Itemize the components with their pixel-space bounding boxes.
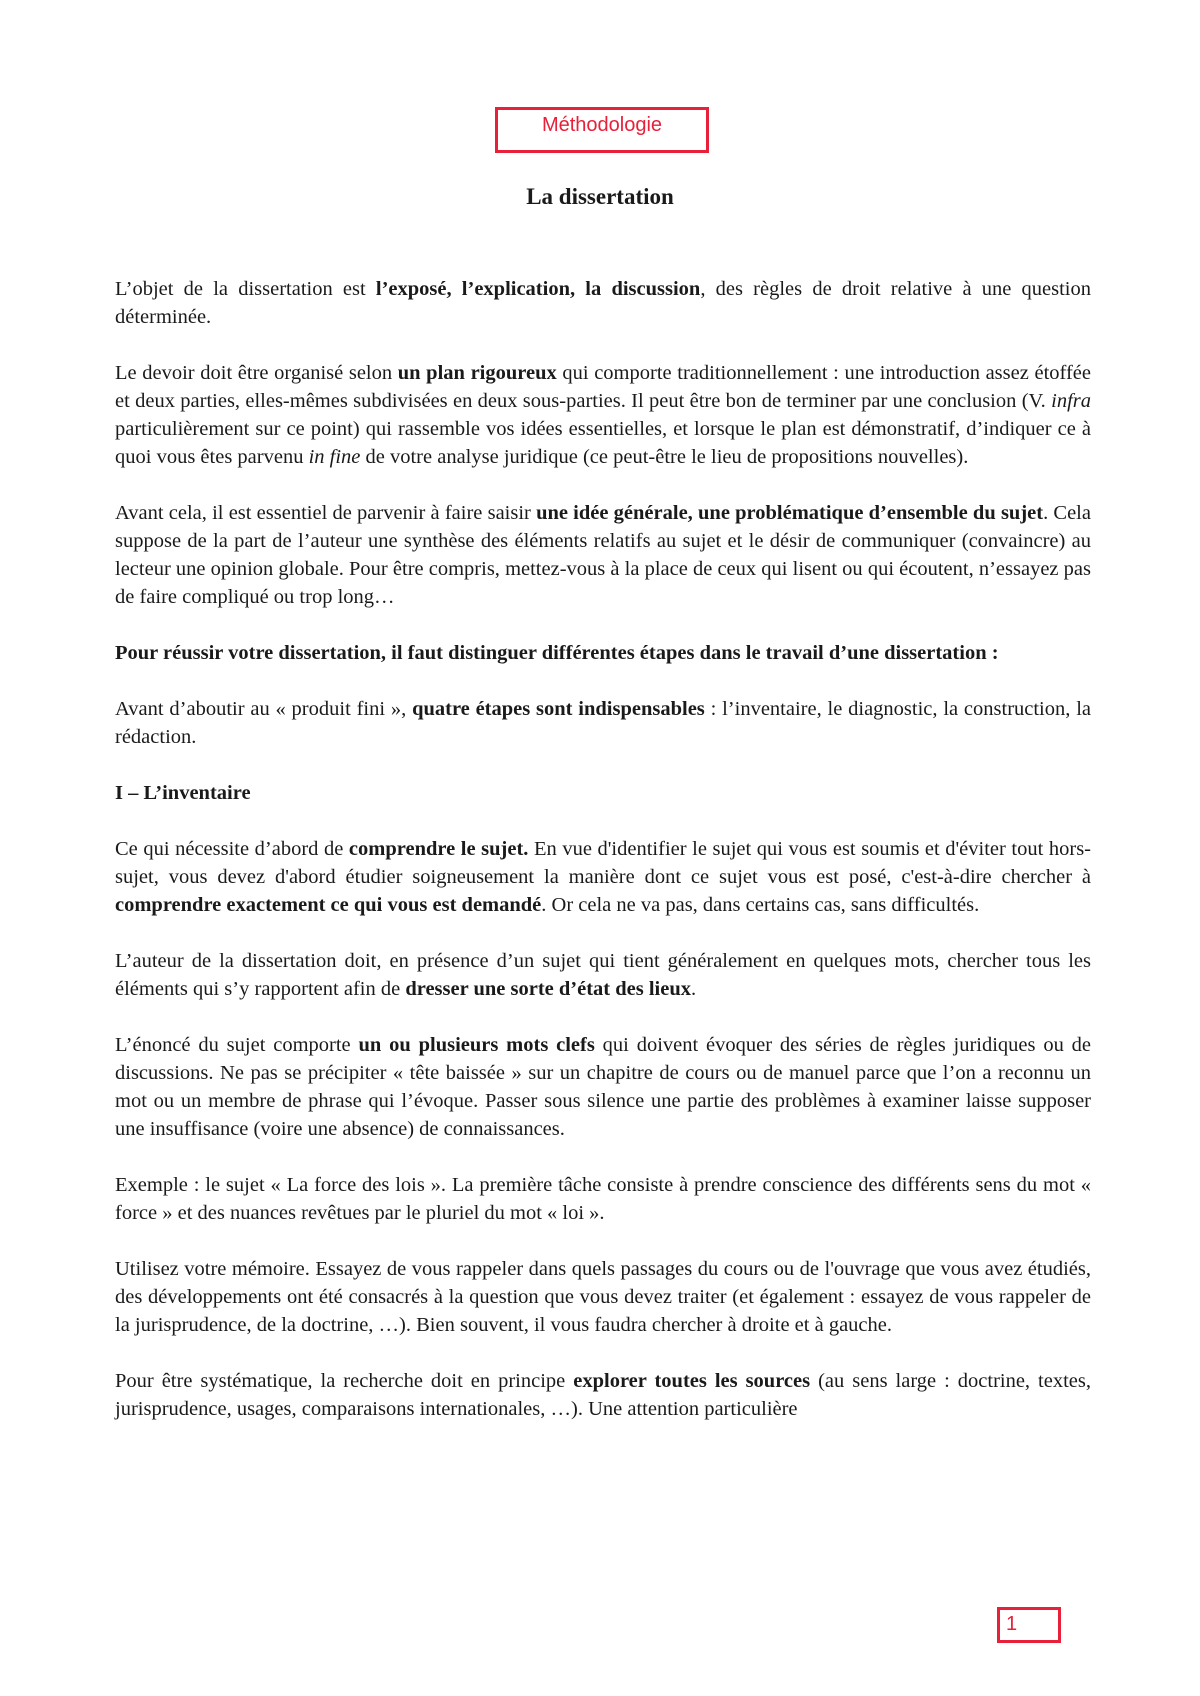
text-run: Avant cela, il est essentiel de parvenir à faire saisir — [115, 502, 537, 524]
text-run: Ce qui nécessite d’abord de — [115, 838, 349, 860]
paragraph — [115, 1255, 1091, 1339]
text-run: L’énoncé du sujet comporte — [115, 1034, 359, 1056]
text-run: . Or cela ne va pas, dans certains cas, sans difficultés. — [541, 894, 980, 916]
header-label: Méthodologie — [541, 114, 663, 136]
paragraph — [115, 359, 1091, 471]
paragraph — [115, 1031, 1091, 1143]
paragraph — [115, 639, 1091, 667]
text-run: L’objet de la dissertation est — [115, 278, 376, 300]
header-box — [495, 107, 709, 153]
paragraph — [115, 1367, 1091, 1423]
page-number: 1 — [997, 1607, 1061, 1643]
italic-text: in fine — [308, 446, 361, 468]
bold-text: un ou plusieurs mots clefs — [358, 1034, 595, 1056]
paragraph — [115, 1171, 1091, 1227]
paragraph — [115, 499, 1091, 611]
text-run: , des règles de droit relative à une question déterminée. — [115, 278, 1091, 328]
text-run: qui comporte traditionnellement : une introduction assez étoffée et deux parties, elles-mêmes subdivisées en deux sous-parties. Il peut être bon de terminer par une conclusion (V. — [115, 362, 1091, 412]
italic-text: infra — [1051, 390, 1091, 412]
text-run: Le devoir doit être organisé selon — [115, 362, 398, 384]
text-run: particulièrement sur ce point) qui rassemble vos idées essentielles, et lorsque le plan est démonstratif, d’indiquer ce à quoi vous êtes parvenu — [115, 418, 1091, 468]
text-run: (au sens large : doctrine, textes, jurisprudence, usages, comparaisons internationales, …). Une attention particulière — [115, 1370, 1091, 1420]
document-body — [115, 275, 1091, 1423]
bold-text: dresser une sorte d’état des lieux — [405, 978, 691, 1000]
text-run: : l’inventaire, le diagnostic, la construction, la rédaction. — [115, 698, 1091, 748]
text-run: . Cela suppose de la part de l’auteur une synthèse des éléments relatifs au sujet et le désir de communiquer (convaincre) au lecteur une opinion globale. Pour être compris, mettez-vous à la place de ceux qui lisent ou qui écoutent, n’essayez pas de faire compliqué ou trop long… — [115, 502, 1091, 608]
text-run: de votre analyse juridique (ce peut-être le lieu de propositions nouvelles). — [360, 446, 969, 468]
bold-text: une idée générale, une problématique d’ensemble du sujet — [536, 502, 1044, 524]
bold-text: un plan rigoureux — [397, 362, 557, 384]
paragraph — [115, 275, 1091, 331]
text-run: L’auteur de la dissertation doit, en présence d’un sujet qui tient généralement en quelques mots, chercher tous les éléments qui s’y rapportent afin de — [115, 950, 1091, 1000]
text-run: Avant d’aboutir au « produit fini », — [115, 698, 413, 720]
document-title: La dissertation — [526, 184, 674, 209]
text-run: Utilisez votre mémoire. Essayez de vous rappeler dans quels passages du cours ou de l'ouvrage que vous avez étudiés, des développements ont été consacrés à la question que vous devez traiter (et également : essayez de vous rappeler de la jurisprudence, de la doctrine, …). Bien souvent, il vous faudra chercher à droite et à gauche. — [115, 1258, 1091, 1336]
bold-text: I – L’inventaire — [115, 782, 251, 804]
text-run: . — [690, 978, 697, 1000]
paragraph — [115, 835, 1091, 919]
bold-text: l’exposé, l’explication, la discussion — [375, 278, 701, 300]
bold-text: quatre étapes sont indispensables — [412, 698, 705, 720]
bold-text: Pour réussir votre dissertation, il faut distinguer différentes étapes dans le travail d’une dissertation : — [115, 642, 999, 664]
text-run: En vue d'identifier le sujet qui vous est soumis et d'éviter tout hors-sujet, vous devez d'abord étudier soigneusement la manière dont ce sujet vous est posé, c'est-à-dire chercher à — [115, 838, 1091, 888]
section-heading — [115, 779, 1091, 807]
text-run: Pour être systématique, la recherche doit en principe — [115, 1370, 574, 1392]
bold-text: explorer toutes les sources — [573, 1370, 811, 1392]
text-run: qui doivent évoquer des séries de règles juridiques ou de discussions. Ne pas se précipiter « tête baissée » sur un chapitre de cours ou de manuel parce que l’on a reconnu un mot ou un membre de phrase qui l’évoque. Passer sous silence une partie des problèmes à examiner laisse supposer une insuffisance (voire une absence) de connaissances. — [115, 1034, 1091, 1140]
text-run: Exemple : le sujet « La force des lois ». La première tâche consiste à prendre conscience des différents sens du mot « force » et des nuances revêtues par le pluriel du mot « loi ». — [115, 1174, 1091, 1224]
paragraph — [115, 947, 1091, 1003]
bold-text: comprendre le sujet. — [348, 838, 529, 860]
bold-text: comprendre exactement ce qui vous est demandé — [115, 894, 542, 916]
paragraph — [115, 695, 1091, 751]
